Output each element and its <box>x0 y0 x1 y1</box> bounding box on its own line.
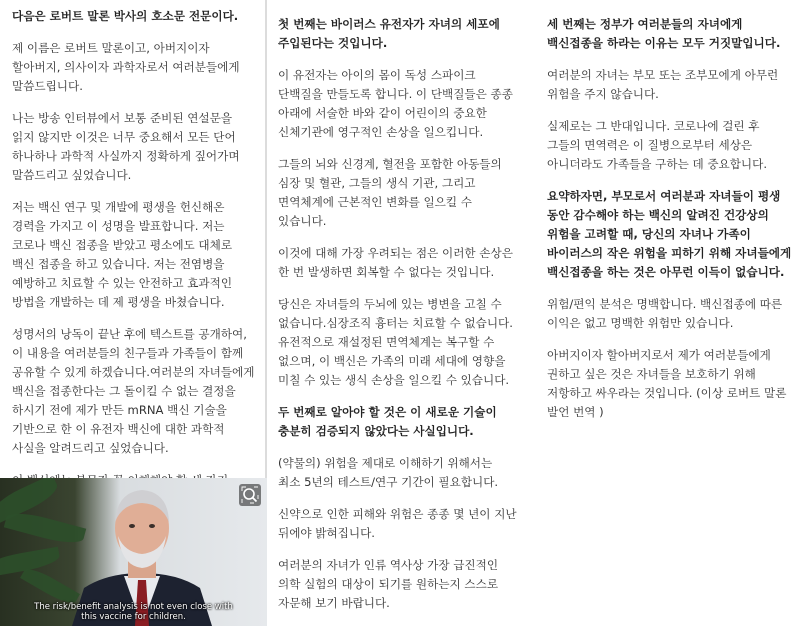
section-heading: 요약하자면, 부모로서 여러분과 자녀들이 평생 동안 감수해야 하는 백신의 알려진 건강상의 위험을 고려할 때, 당신의 자녀나 가족이 바이러스의 작은 위험을 피하기 위해 자녀들에게 백신접종을 하는 것은 아무런 이득이 없습니다. <box>547 189 792 279</box>
body-paragraph: 위험/편익 분석은 명백합니다. 백신접종에 따른 이익은 없고 명백한 위험만 있습니다. <box>547 297 783 330</box>
video-frame[interactable] <box>0 478 267 626</box>
body-paragraph: 그들의 뇌와 신경계, 혈전을 포함한 아동들의 심장 및 혈관, 그들의 생식 기관, 그리고 면역체계에 근본적인 변화를 일으킬 수 있습니다. <box>278 157 502 228</box>
body-paragraph: 이 유전자는 아이의 몸이 독성 스파이크 단백질을 만들도록 합니다. 이 단백질들은 종종 아래에 서술한 바와 같이 어린이의 중요한 신체기관에 영구적인 손상을 일으킵니다. <box>278 68 513 139</box>
body-paragraph: 제 이름은 로버트 말론이고, 아버지이자 할아버지, 의사이자 과학자로서 여러분들에게 말씀드립니다. <box>12 41 240 93</box>
body-paragraph: 여러분의 자녀는 부모 또는 조부모에게 아무런 위험을 주지 않습니다. <box>547 68 779 101</box>
zoom-button[interactable] <box>239 484 261 506</box>
body-paragraph: 아버지이자 할아버지로서 제가 여러분들에게 권하고 싶은 것은 자녀들을 보호하기 위해 저항하고 싸우라는 것입니다. (이상 로버트 말론 발언 번역 ) <box>547 348 787 419</box>
body-paragraph: 성명서의 낭독이 끝난 후에 텍스트를 공개하여, 이 내용을 여러분들의 친구들과 가족들이 함께 공유할 수 있게 하겠습니다.여러분의 자녀들에게 백신을 접종한다는 그 돌이킬 수 없는 결정을 하시기 전에 제가 만든 mRNA 백신 기술을 기반으로 한 이 유전자 백신에 대한 과학적 사실을 알려드리고 싶었습니다. <box>12 327 255 455</box>
body-paragraph: 이것에 대해 가장 우려되는 점은 이러한 손상은 한 번 발생하면 회복할 수 없다는 것입니다. <box>278 246 513 279</box>
body-paragraph: 당신은 자녀들의 두뇌에 있는 병변을 고칠 수 없습니다.심장조직 흉터는 치료할 수 없습니다. 유전적으로 재설정된 면역체계는 복구할 수 없으며, 이 백신은 가족의 미래 세대에 영향을 미칠 수 있는 생식 손상을 일으킬 수 있습니다. <box>278 297 513 387</box>
body-paragraph: 여러분의 자녀가 인류 역사상 가장 급진적인 의학 실험의 대상이 되기를 원하는지 스스로 자문해 보기 바랍니다. <box>278 558 499 610</box>
section-heading: 다음은 로버트 말론 박사의 호소문 전문이다. <box>12 9 239 23</box>
magnifier-icon <box>239 484 261 506</box>
video-subtitle <box>0 602 267 622</box>
body-paragraph: (약물의) 위험을 제대로 이해하기 위해서는 최소 5년의 테스트/연구 기간이 필요합니다. <box>278 456 499 489</box>
body-paragraph: 저는 백신 연구 및 개발에 평생을 헌신해온 경력을 가지고 이 성명을 발표합니다. 저는 코로나 백신 접종을 받았고 평소에도 대체로 백신 접종을 하고 있습니다. 저는 전염병을 예방하고 치료할 수 있는 안전하고 효과적인 방법을 개발하는 데 제 평생을 바쳤습니다. <box>12 200 233 309</box>
subtitle-line-1: The risk/benefit analysis is not even close with <box>34 602 233 612</box>
body-paragraph: 나는 방송 인터뷰에서 보통 준비된 연설문을 읽지 않지만 이것은 너무 중요해서 모든 단어 하나하나 과학적 사실까지 정확하게 짚어가며 말씀드리고 싶었습니다. <box>12 111 240 182</box>
article-column-2 <box>268 0 530 626</box>
subtitle-line-2: this vaccine for children. <box>81 612 186 622</box>
section-heading: 두 번째로 알아야 할 것은 이 새로운 기술이 충분히 검증되지 않았다는 사실입니다. <box>278 405 497 438</box>
section-heading: 세 번째는 정부가 여러분들의 자녀에게 백신접종을 하라는 이유는 모두 거짓말입니다. <box>547 17 781 50</box>
body-paragraph: 신약으로 인한 피해와 위험은 종종 몇 년이 지난 뒤에야 밝혀집니다. <box>278 507 517 540</box>
article-column-3 <box>539 0 800 626</box>
body-paragraph: 실제로는 그 반대입니다. 코로나에 걸린 후 그들의 면역력은 이 질병으로부터 세상은 아니더라도 가족들을 구하는 데 중요합니다. <box>547 119 768 171</box>
section-heading: 첫 번째는 바이러스 유전자가 자녀의 세포에 주입된다는 것입니다. <box>278 17 500 50</box>
